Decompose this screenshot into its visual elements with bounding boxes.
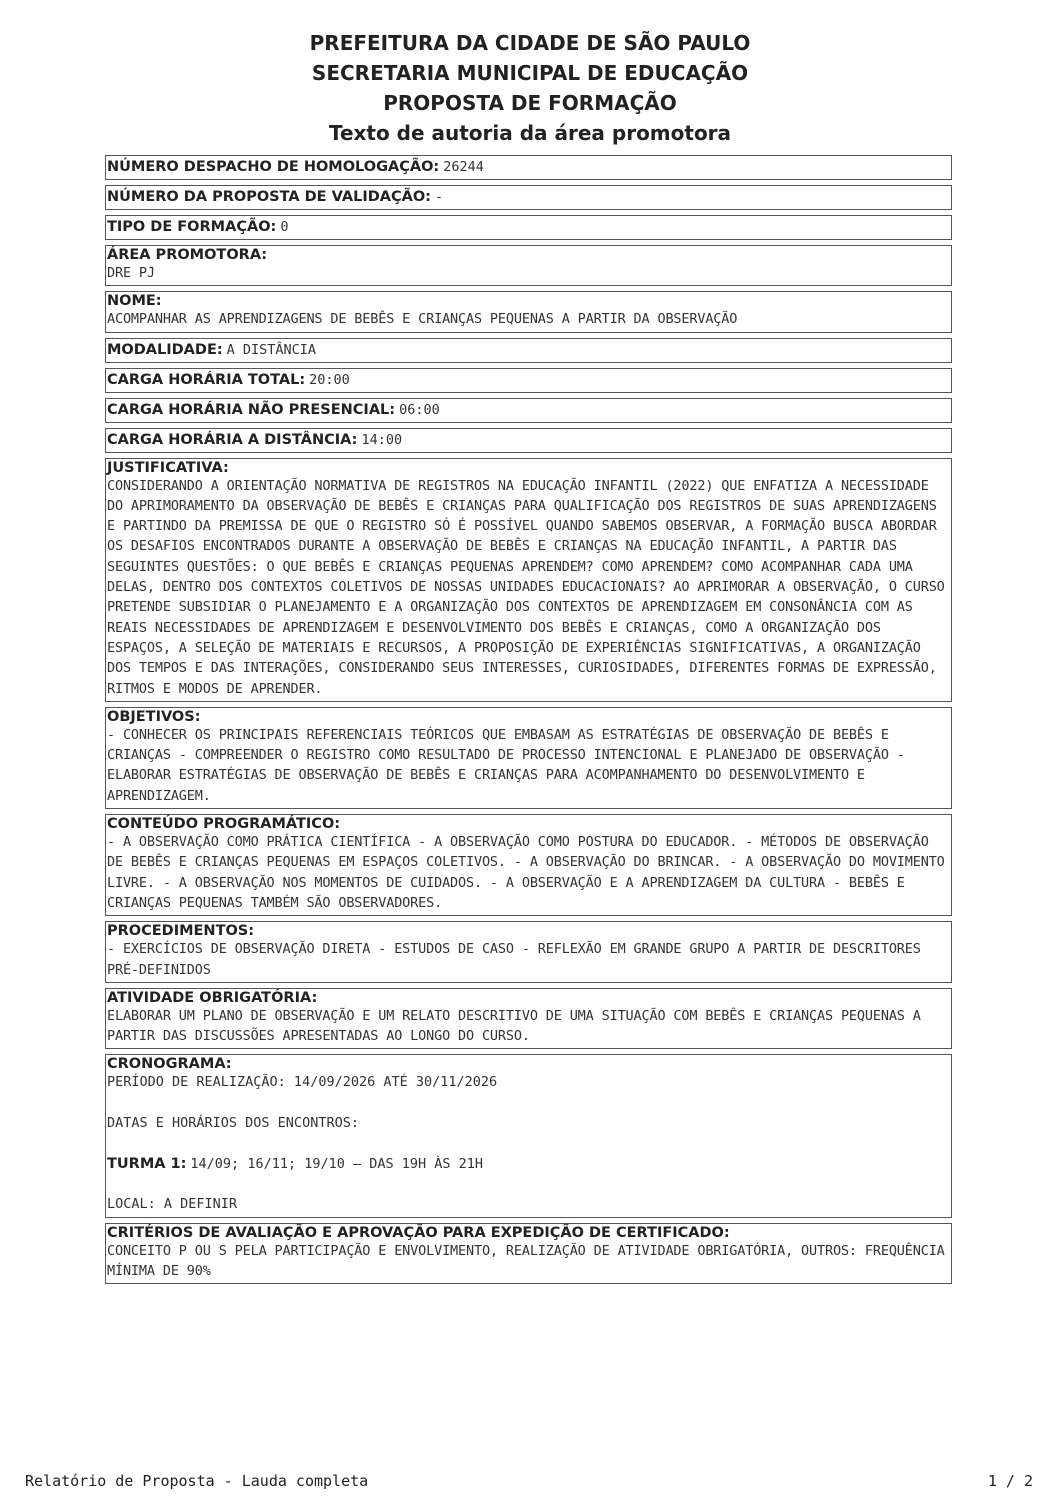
field-label: NÚMERO DA PROPOSTA DE VALIDAÇÃO: xyxy=(107,189,431,205)
field-value: CONSIDERANDO A ORIENTAÇÃO NORMATIVA DE REGISTROS NA EDUCAÇÃO INFANTIL (2022) QUE ENFATIZA A NECESSIDADE DO APRIMORAMENTO DA OBSERVAÇÃO DE BEBÊS E CRIANÇAS PARA QUALIFICAÇÃO DOS REGISTROS DE SUAS APRENDIZAGENS E PARTINDO DA PREMISSA DE QUE O REGISTRO SÓ É POSSÍVEL QUANDO SABEMOS OBSERVAR, A FORMAÇÃO BUSCA ABORDAR OS DESAFIOS ENCONTRADOS DURANTE A OBSERVAÇÃO DE BEBÊS E CRIANÇAS NA EDUCAÇÃO INFANTIL, A PARTIR DAS SEGUINTES QUESTÕES: O QUE BEBÊS E CRIANÇAS PEQUENAS APRENDEM? COMO APRENDEM? COMO ACOMPANHAR CADA UMA DELAS, DENTRO DOS CONTEXTOS COLETIVOS DE NOSSAS UNIDADES EDUCACIONAIS? AO APRIMORAR A OBSERVAÇÃO, O CURSO PRETENDE SUBSIDIAR O PLANEJAMENTO E A ORGANIZAÇÃO DOS CONTEXTOS DE APRENDIZAGEM EM CONSONÂNCIA COM AS REAIS NECESSIDADES DE APRENDIZAGEM E DESENVOLVIMENTO DOS BEBÊS E CRIANÇAS, COMO A ORGANIZAÇÃO DOS ESPAÇOS, A SELEÇÃO DE MATERIAIS E RECURSOS, A PROPOSIÇÃO DE EXPERIÊNCIAS SIGNIFICATIVAS, A ORGANIZAÇÃO DOS TEMPOS E DAS INTERAÇÕES, CONSIDERANDO SEUS INTERESSES, CURIOSIDADES, DIFERENTES FORMAS DE EXPRESSÃO, RITMOS E MODOS DE APRENDER. xyxy=(107,477,953,697)
field-value: - A OBSERVAÇÃO COMO PRÁTICA CIENTÍFICA - A OBSERVAÇÃO COMO POSTURA DO EDUCADOR. - MÉTODOS DE OBSERVAÇÃO DE BEBÊS E CRIANÇAS PEQUENAS EM ESPAÇOS COLETIVOS. - A OBSERVAÇÃO DO BRINCAR. - A OBSERVAÇÃO DO MOVIMENTO LIVRE. - A OBSERVAÇÃO NOS MOMENTOS DE CUIDADOS. - A OBSERVAÇÃO E A APRENDIZAGEM DA CULTURA - BEBÊS E CRIANÇAS PEQUENAS TAMBÉM SÃO OBSERVADORES. xyxy=(107,834,953,911)
field-carga-distancia xyxy=(105,428,952,453)
field-value: 06:00 xyxy=(399,401,440,418)
header-line-proposta: PROPOSTA DE FORMAÇÃO xyxy=(383,91,677,115)
field-label: CARGA HORÁRIA TOTAL: xyxy=(107,371,306,388)
document-header xyxy=(0,28,1060,148)
field-value: 20:00 xyxy=(309,371,350,388)
field-label: ATIVIDADE OBRIGATÓRIA: xyxy=(107,989,318,1006)
cronograma-periodo: PERÍODO DE REALIZAÇÃO: 14/09/2026 ATÉ 30/11/2026 xyxy=(107,1074,498,1091)
field-value: 14:00 xyxy=(361,431,403,448)
field-value: DRE PJ xyxy=(107,265,155,281)
field-value: - EXERCÍCIOS DE OBSERVAÇÃO DIRETA - ESTUDOS DE CASO - REFLEXÃO EM GRANDE GRUPO A PARTIR DE DESCRITORES PRÉ-DEFINIDOS xyxy=(107,941,929,978)
field-objetivos xyxy=(105,707,952,809)
field-label: CARGA HORÁRIA NÃO PRESENCIAL: xyxy=(107,401,396,418)
page-footer xyxy=(25,1472,1033,1490)
field-label: OBJETIVOS: xyxy=(107,708,201,725)
field-procedimentos xyxy=(105,921,952,983)
field-cronograma xyxy=(105,1054,952,1217)
field-label: NÚMERO DESPACHO DE HOMOLOGAÇÃO: xyxy=(107,159,440,175)
field-nome xyxy=(105,291,952,332)
field-label: MODALIDADE: xyxy=(107,341,223,358)
fields-list xyxy=(105,155,952,1289)
field-modalidade xyxy=(105,338,952,363)
cronograma-datas: DATAS E HORÁRIOS DOS ENCONTROS: xyxy=(107,1115,359,1132)
field-proposta xyxy=(105,185,952,210)
field-label: CRITÉRIOS DE AVALIAÇÃO E APROVAÇÃO PARA EXPEDIÇÃO DE CERTIFICADO: xyxy=(107,1224,730,1241)
field-label: NOME: xyxy=(107,293,162,310)
field-value: - xyxy=(434,189,444,205)
cronograma-turma-label: TURMA 1: xyxy=(107,1155,187,1172)
field-carga-nao-presencial xyxy=(105,398,952,423)
field-value: CONCEITO P OU S PELA PARTICIPAÇÃO E ENVOLVIMENTO, REALIZAÇÃO DE ATIVIDADE OBRIGATÓRIA, OUTROS: FREQUÊNCIA MÍNIMA DE 90% xyxy=(107,1242,953,1279)
field-atividade-obrigatoria xyxy=(105,988,952,1050)
page-number: 1 / 2 xyxy=(987,1472,1033,1490)
cronograma-turma-value: 14/09; 16/11; 19/10 — DAS 19H ÀS 21H xyxy=(190,1155,484,1172)
field-label: PROCEDIMENTOS: xyxy=(107,923,255,940)
field-conteudo-programatico xyxy=(105,814,952,916)
field-label: TIPO DE FORMAÇÃO: xyxy=(107,219,277,235)
cronograma-local: LOCAL: A DEFINIR xyxy=(107,1196,238,1213)
header-line-secretaria: SECRETARIA MUNICIPAL DE EDUCAÇÃO xyxy=(311,61,749,85)
footer-title: Relatório de Proposta - Lauda completa xyxy=(25,1472,369,1490)
field-despacho xyxy=(105,155,952,180)
field-value: ELABORAR UM PLANO DE OBSERVAÇÃO E UM RELATO DESCRITIVO DE UMA SITUAÇÃO COM BEBÊS E CRIANÇAS PEQUENAS A PARTIR DAS DISCUSSÕES APRESENTADAS AO LONGO DO CURSO. xyxy=(107,1007,929,1045)
field-value: - CONHECER OS PRINCIPAIS REFERENCIAIS TEÓRICOS QUE EMBASAM AS ESTRATÉGIAS DE OBSERVAÇÃO DE BEBÊS E CRIANÇAS - COMPREENDER O REGISTRO COMO RESULTADO DE PROCESSO INTENCIONAL E PLANEJADO DE OBSERVAÇÃO - ELABORAR ESTRATÉGIAS DE OBSERVAÇÃO DE BEBÊS E CRIANÇAS PARA ACOMPANHAMENTO DO DESENVOLVIMENTO E APRENDIZAGEM. xyxy=(107,726,913,804)
field-criterios xyxy=(105,1223,952,1285)
header-line-prefeitura: PREFEITURA DA CIDADE DE SÃO PAULO xyxy=(309,31,751,55)
field-label: CONTEÚDO PROGRAMÁTICO: xyxy=(107,816,341,833)
field-carga-total xyxy=(105,368,952,393)
field-label: JUSTIFICATIVA: xyxy=(107,459,229,476)
field-tipo xyxy=(105,215,952,240)
field-value: 0 xyxy=(280,219,289,235)
field-area-promotora xyxy=(105,245,952,286)
field-label: CARGA HORÁRIA A DISTÂNCIA: xyxy=(107,431,358,448)
field-value: A DISTÂNCIA xyxy=(226,341,317,358)
header-line-autoria: Texto de autoria da área promotora xyxy=(328,121,732,145)
field-justificativa xyxy=(105,458,952,702)
field-label: CRONOGRAMA: xyxy=(107,1056,232,1073)
field-label: ÁREA PROMOTORA: xyxy=(107,247,268,263)
field-value: 26244 xyxy=(443,159,484,175)
field-value: ACOMPANHAR AS APRENDIZAGENS DE BEBÊS E CRIANÇAS PEQUENAS A PARTIR DA OBSERVAÇÃO xyxy=(107,311,738,328)
